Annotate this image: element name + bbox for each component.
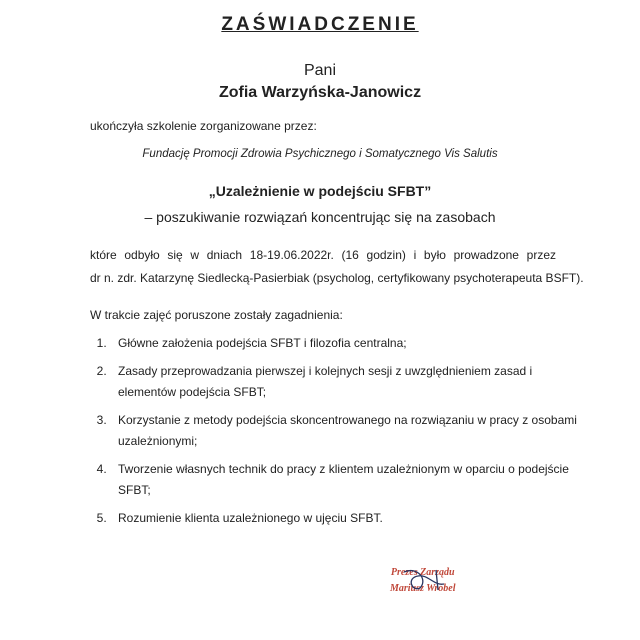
topics-intro: W trakcie zajęć poruszone zostały zagadnienia: (90, 308, 343, 322)
topic-item: 4. Tworzenie własnych technik do pracy z klientem uzależnionym w oparciu o podejście SFBT; (110, 459, 580, 501)
topic-item: 2. Zasady przeprowadzania pierwszej i kolejnych sesji z uwzględnieniem zasad i elementów podejścia SFBT; (110, 361, 580, 403)
intro-text: ukończyła szkolenie zorganizowane przez: (90, 119, 317, 133)
signature-icon (398, 566, 448, 594)
stamp-line-2: Mariusz Wróbel (390, 583, 456, 594)
organizer: Fundację Promocji Zdrowia Psychicznego i Somatycznego Vis Salutis (142, 148, 498, 160)
salutation: Pani (303, 62, 337, 79)
stamp-line-1: Prezes Zarządu (390, 567, 455, 578)
details-line-2: dr n. zdr. Katarzynę Siedlecką-Pasierbiak (psycholog, certyfikowany psychoterapeuta BSFT). (90, 271, 584, 285)
topic-item: 1. Główne założenia podejścia SFBT i filozofia centralna; (110, 333, 580, 354)
recipient-name: Zofia Warzyńska-Janowicz (218, 84, 422, 101)
details-line-1: które odbyło się w dniach 18-19.06.2022r. (16 godzin) i było prowadzone przez (90, 248, 556, 262)
topic-item: 5. Rozumienie klienta uzależnionego w ujęciu SFBT. (110, 508, 580, 529)
topic-item: 3. Korzystanie z metody podejścia skoncentrowanego na rozwiązaniu w pracy z osobami uzależnionymi; (110, 410, 580, 452)
topics-list (90, 333, 580, 536)
course-subtitle: – poszukiwanie rozwiązań koncentrując się na zasobach (144, 209, 496, 225)
course-title: „Uzależnienie w podejściu SFBT” (208, 183, 432, 199)
document-title: ZAŚWIADCZENIE (221, 14, 419, 35)
